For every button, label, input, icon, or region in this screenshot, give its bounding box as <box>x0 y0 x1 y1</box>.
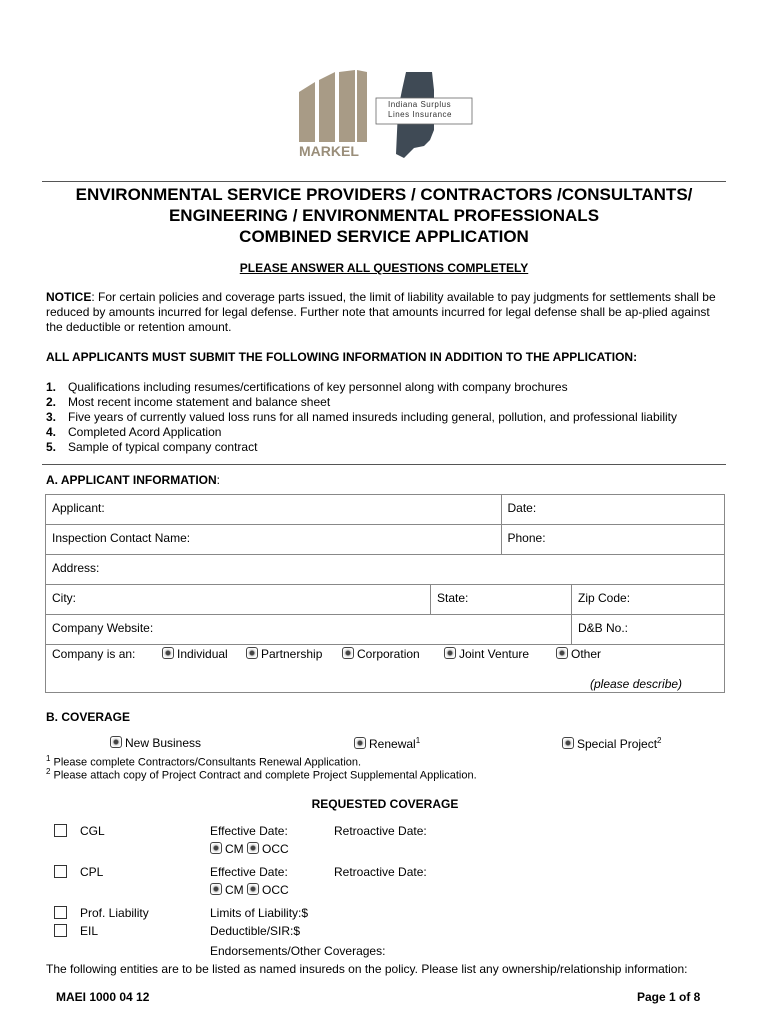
radio-partnership[interactable]: Partnership <box>246 647 322 661</box>
radio-icon <box>210 842 222 854</box>
requirements-list <box>46 380 677 455</box>
cpl-effective-date-label: Effective Date: <box>210 865 288 879</box>
radio-icon <box>444 647 456 659</box>
radio-icon <box>210 883 222 895</box>
list-item: 4. Completed Acord Application <box>46 425 222 439</box>
radio-icon <box>246 647 258 659</box>
list-item: 3. Five years of currently valued loss runs for all named insureds including general, pollution, and professional liability <box>46 410 677 424</box>
list-item: 5. Sample of typical company contract <box>46 440 258 454</box>
eil-label: EIL <box>80 924 99 938</box>
applicant-info-table <box>45 494 725 693</box>
page-number: Page 1 of 8 <box>637 990 701 1004</box>
city-field[interactable]: City: <box>46 585 431 615</box>
document-title: ENVIRONMENTAL SERVICE PROVIDERS / CONTRACTORS /CONSULTANTS/ ENGINEERING / ENVIRONMENTAL PROFESSIONALS COMBINED SERVICE APPLICATION <box>75 185 693 246</box>
company-website-field[interactable]: Company Website: <box>46 615 572 645</box>
must-submit-heading: ALL APPLICANTS MUST SUBMIT THE FOLLOWING INFORMATION IN ADDITION TO THE APPLICATION: <box>46 350 638 364</box>
dnb-number-field[interactable]: D&B No.: <box>572 615 725 645</box>
radio-corporation[interactable]: Corporation <box>342 647 420 661</box>
footnote-2: $^2$ Please attach copy of Project Contract and complete Project Supplemental Application. <box>46 767 477 782</box>
address-field[interactable]: Address: <box>46 555 725 585</box>
cgl-effective-date-label: Effective Date: <box>210 824 288 838</box>
named-insureds-instruction: The following entities are to be listed as named insureds on the policy. Please list any ownership/relationship information: <box>46 962 688 976</box>
markel-logo <box>297 70 369 160</box>
section-rule <box>42 464 726 465</box>
cpl-label: CPL <box>80 865 104 879</box>
radio-new-business[interactable]: New Business <box>110 736 201 750</box>
cpl-occ-radio[interactable]: OCC <box>247 883 289 897</box>
list-item: 1. Qualifications including resumes/certifications of key personnel along with company brochures <box>46 380 568 394</box>
phone-field[interactable]: Phone: <box>501 525 725 555</box>
radio-renewal[interactable]: Renewal$^1$ <box>354 736 420 751</box>
limits-of-liability-label: Limits of Liability:$ <box>210 906 309 920</box>
state-field[interactable]: State: <box>431 585 572 615</box>
inspection-contact-field[interactable]: Inspection Contact Name: <box>46 525 502 555</box>
radio-individual[interactable]: Individual <box>162 647 228 661</box>
cgl-cm-radio[interactable]: CM <box>210 842 244 856</box>
company-type-row: Company is an: Individual Partnership Corporation Joint Venture Other (please describe) <box>46 645 725 693</box>
cgl-retroactive-date-label: Retroactive Date: <box>334 824 427 838</box>
footnote-1: $^1$ Please complete Contractors/Consultants Renewal Application. <box>46 754 362 769</box>
please-describe-label: (please describe) <box>590 677 683 691</box>
cgl-checkbox[interactable] <box>54 824 67 837</box>
radio-icon <box>562 737 574 749</box>
cpl-checkbox[interactable] <box>54 865 67 878</box>
section-b-heading: B. COVERAGE <box>46 710 131 724</box>
list-item: 2. Most recent income statement and balance sheet <box>46 395 331 409</box>
prof-liability-checkbox[interactable] <box>54 906 67 919</box>
radio-other[interactable]: Other <box>556 647 601 661</box>
form-number: MAEI 1000 04 12 <box>56 990 150 1004</box>
cgl-occ-radio[interactable]: OCC <box>247 842 289 856</box>
cpl-cm-radio[interactable]: CM <box>210 883 244 897</box>
eil-checkbox[interactable] <box>54 924 67 937</box>
radio-icon <box>247 842 259 854</box>
radio-icon <box>162 647 174 659</box>
cpl-retroactive-date-label: Retroactive Date: <box>334 865 427 879</box>
date-field[interactable]: Date: <box>501 495 725 525</box>
deductible-label: Deductible/SIR:$ <box>210 924 301 938</box>
requested-coverage-heading: REQUESTED COVERAGE <box>311 797 459 811</box>
radio-icon <box>354 737 366 749</box>
radio-icon <box>342 647 354 659</box>
radio-special-project[interactable]: Special Project$^2$ <box>562 736 662 751</box>
zip-code-field[interactable]: Zip Code: <box>572 585 725 615</box>
endorsements-label: Endorsements/Other Coverages: <box>210 944 386 958</box>
top-rule <box>42 181 726 182</box>
radio-joint-venture[interactable]: Joint Venture <box>444 647 529 661</box>
indiana-logo-text: Indiana Surplus Lines Insurance <box>388 100 452 119</box>
section-a-heading: A. APPLICANT INFORMATION: <box>46 473 220 487</box>
cgl-label: CGL <box>80 824 105 838</box>
markel-wordmark: MARKEL <box>299 143 359 159</box>
radio-icon <box>556 647 568 659</box>
notice-paragraph: NOTICE: For certain policies and coverage parts issued, the limit of liability available to pay judgments for settlements shall be reduced by amounts incurred for legal defense. Further note that amounts incurred for legal defense shall be ap-plied against the deductible or retention amount. <box>46 290 716 334</box>
prof-liability-label: Prof. Liability <box>80 906 149 920</box>
radio-icon <box>247 883 259 895</box>
radio-icon <box>110 736 122 748</box>
applicant-field[interactable]: Applicant: <box>46 495 502 525</box>
answer-all-notice: PLEASE ANSWER ALL QUESTIONS COMPLETELY <box>239 261 529 275</box>
